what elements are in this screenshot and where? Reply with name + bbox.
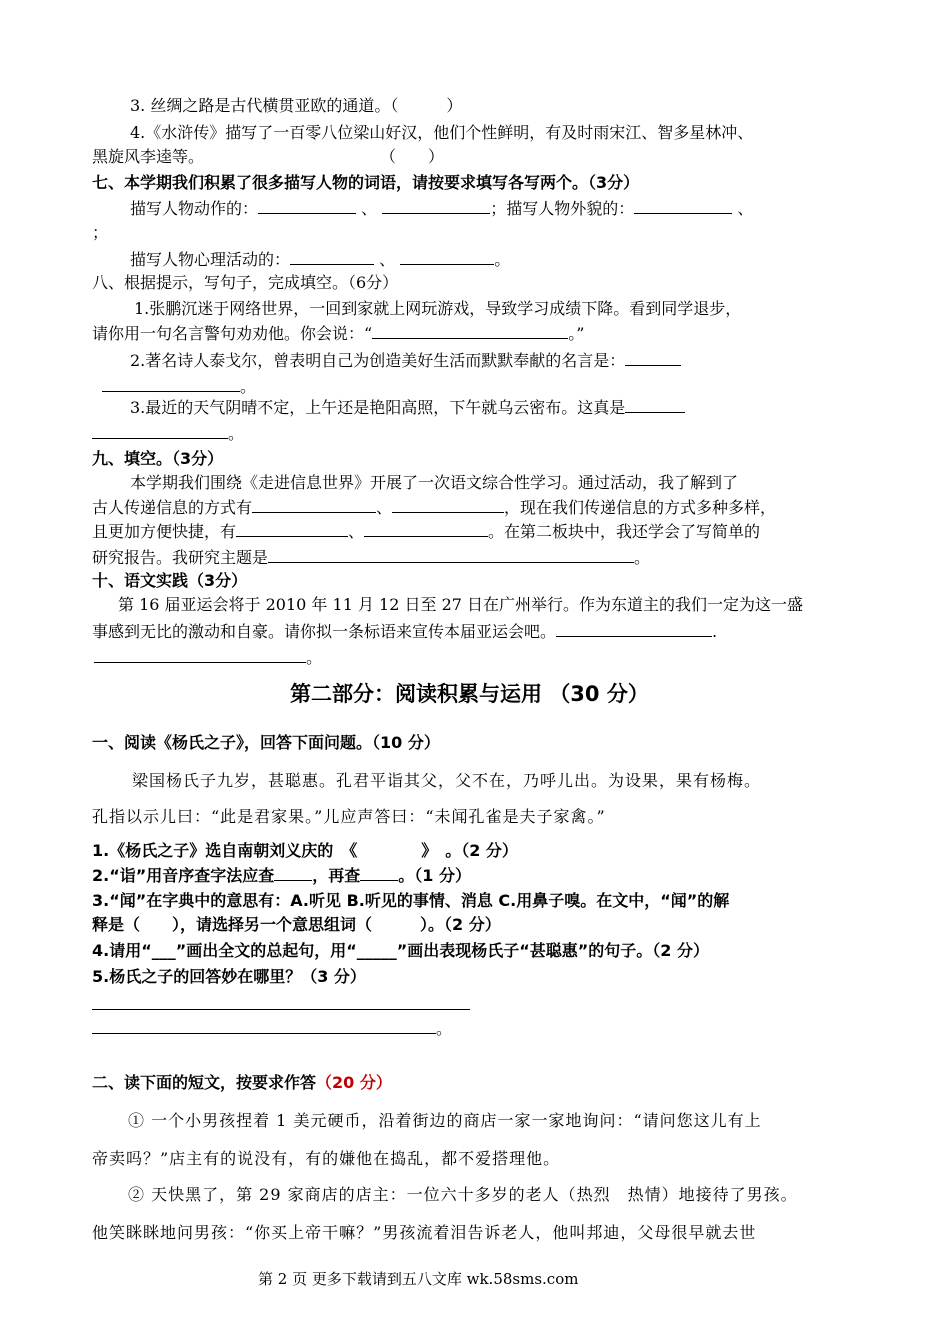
section-9-line1: 本学期我们围绕《走进信息世界》开展了一次语文综合性学习。通过活动，我了解到了: [130, 473, 739, 492]
section-8-item1-line2: [92, 322, 584, 345]
section-10-line2: [92, 620, 717, 643]
question-4: 4.请用“___”画出全文的总起句，用“_____”画出表现杨氏子“甚聪惠”的句子。（2 分）: [92, 941, 710, 960]
section-9-title: 九、填空。（3分）: [92, 449, 224, 468]
reading-1-title: 一、阅读《杨氏之子》，回答下面问题。（10 分）: [92, 733, 440, 752]
separator: 、: [737, 199, 754, 218]
prompt-text: ，现在我们传递信息的方式多种多样，: [504, 498, 777, 517]
question-text: ，再查: [312, 866, 361, 885]
question-5: 5.杨氏之子的回答妙在哪里？（3 分）: [92, 967, 366, 986]
section-9-line2: [92, 496, 776, 519]
answer-line-1: [92, 993, 470, 1016]
blank-ancient-2[interactable]: [392, 496, 504, 513]
period: 。: [494, 250, 511, 269]
period: 。: [240, 377, 257, 396]
blank-appearance-1[interactable]: [634, 197, 732, 214]
prompt-text: 古人传递信息的方式有: [92, 498, 253, 517]
section-8-item2-line1: [130, 349, 681, 372]
blank-action-1[interactable]: [258, 197, 356, 214]
blank-letter[interactable]: [274, 864, 312, 881]
section-8-item3-line2: [92, 422, 244, 445]
question-text: 2.“诣”用音序查字法应查: [92, 866, 275, 885]
prompt-text: 3.最近的天气阴晴不定，上午还是艳阳高照，下午就乌云密布。这真是: [130, 398, 626, 417]
reading-2-title: [92, 1072, 392, 1094]
judgement-item-4-line1: 4.《水浒传》描写了一百零八位梁山好汉，他们个性鲜明，有及时雨宋江、智多星林冲、: [130, 123, 754, 142]
blank-quote[interactable]: [372, 322, 568, 339]
passage-p1-line1: ① 一个小男孩捏着 1 美元硬币，沿着街边的商店一家一家地询问：“请问您这儿有上: [128, 1111, 762, 1130]
section-10-line3: [94, 646, 322, 669]
passage-p2-line1: ② 天快黑了，第 29 家商店的店主：一位六十多岁的老人（热烈 热情）地接待了男孩。: [128, 1185, 798, 1204]
separator: 、: [348, 522, 365, 541]
blank-slogan-1[interactable]: [556, 620, 712, 637]
section-8-item1-line1: 1.张鹏沉迷于网络世界，一回到家就上网玩游戏，导致学习成绩下降。看到同学退步，: [134, 299, 742, 318]
blank-weather-1[interactable]: [625, 396, 685, 413]
judgement-item-3: 3. 丝绸之路是古代横贯亚欧的通道。（ ）: [130, 96, 463, 115]
answer-line-2: [92, 1017, 452, 1040]
judgement-item-4-line2: 黑旋风李逵等。 （ ）: [92, 147, 445, 166]
blank-psychology-1[interactable]: [290, 248, 374, 265]
question-3-line1: 3.“闻”在字典中的意思有：A.听见 B.听见的事情、消息 C.用鼻子嗅。在文中，“闻”的解: [92, 891, 730, 910]
blank-action-2[interactable]: [382, 197, 490, 214]
section-8-title: 八、根据提示，写句子，完成填空。（6分）: [92, 273, 399, 292]
classical-text-line1: 梁国杨氏子九岁，甚聪惠。孔君平诣其父，父不在，乃呼儿出。为设果，果有杨梅。: [132, 771, 762, 790]
section-7-line1: [130, 197, 753, 220]
part-2-heading: 第二部分：阅读积累与运用 （30 分）: [290, 682, 649, 706]
dot: .: [712, 622, 718, 641]
section-9-line3: [92, 520, 760, 543]
blank-syllable[interactable]: [360, 864, 398, 881]
blank-tagore-1[interactable]: [625, 349, 681, 366]
section-8-item2-line2: [102, 375, 256, 398]
title-text: 二、读下面的短文，按要求作答: [92, 1073, 317, 1092]
prompt-text: 研究报告。我研究主题是: [92, 548, 269, 567]
blank-answer-1[interactable]: [92, 993, 470, 1010]
blank-modern-2[interactable]: [364, 520, 488, 537]
quote-end: 。”: [568, 324, 585, 343]
blank-ancient-1[interactable]: [252, 496, 376, 513]
blank-modern-1[interactable]: [236, 520, 348, 537]
question-1: [92, 840, 518, 862]
separator: 、: [379, 250, 396, 269]
classical-text-line2: 孔指以示儿曰：“此是君家果。”儿应声答曰：“未闻孔雀是夫子家禽。”: [92, 807, 606, 826]
section-8-item3-line1: [130, 396, 685, 419]
period: 。: [436, 1019, 453, 1038]
separator: 、: [376, 498, 393, 517]
question-text: 》 。（2 分）: [421, 841, 518, 860]
blank-psychology-2[interactable]: [400, 248, 494, 265]
period: 。: [228, 424, 245, 443]
section-7-title: 七、本学期我们积累了很多描写人物的词语，请按要求填写各写两个。（3分）: [92, 173, 640, 192]
period: 。: [306, 648, 323, 667]
prompt-text: 请你用一句名言警句劝劝他。你会说：“: [92, 324, 373, 343]
passage-p1-line2: 帝卖吗？”店主有的说没有，有的嫌他在捣乱，都不爱搭理他。: [92, 1149, 561, 1168]
label-action: 描写人物动作的：: [130, 199, 259, 218]
label-psychology: 描写人物心理活动的：: [130, 250, 291, 269]
separator: 、: [361, 199, 378, 218]
label-appearance: ；描写人物外貌的：: [490, 199, 635, 218]
section-10-line1: 第 16 届亚运会将于 2010 年 11 月 12 日至 27 日在广州举行。作为东道主的我们一定为这一盛: [118, 595, 804, 614]
question-3-line2: 释是（ ），请选择另一个意思组词（ ）。（2 分）: [92, 915, 501, 934]
period: 。: [634, 548, 651, 567]
blank-topic[interactable]: [268, 546, 634, 563]
passage-p2-line2: 他笑眯眯地问男孩：“你买上帝干嘛？”男孩流着泪告诉老人，他叫邦迪，父母很早就去世: [92, 1223, 757, 1242]
page-footer: 第 2 页 更多下载请到五八文库 wk.58sms.com: [258, 1270, 579, 1288]
prompt-text: 且更加方便快捷，有: [92, 522, 237, 541]
blank-tagore-2[interactable]: [102, 375, 240, 392]
prompt-text: 。在第二板块中，我还学会了写简单的: [488, 522, 761, 541]
section-7-semicolon: ；: [92, 223, 109, 242]
prompt-text: 事感到无比的激动和自豪。请你拟一条标语来宣传本届亚运会吧。: [92, 622, 557, 641]
section-10-title: 十、语文实践（3分）: [92, 571, 248, 590]
question-text: 。（1 分）: [398, 866, 471, 885]
blank-slogan-2[interactable]: [94, 646, 306, 663]
score-badge: （20 分）: [316, 1073, 392, 1092]
section-7-line2: [130, 248, 510, 271]
prompt-text: 2.著名诗人泰戈尔，曾表明自己为创造美好生活而默默奉献的名言是：: [130, 351, 626, 370]
blank-weather-2[interactable]: [92, 422, 228, 439]
section-9-line4: [92, 546, 650, 569]
question-text: 1.《杨氏之子》选自南朝刘义庆的 《: [92, 841, 358, 860]
blank-answer-2[interactable]: [92, 1017, 436, 1034]
question-2: [92, 864, 471, 887]
